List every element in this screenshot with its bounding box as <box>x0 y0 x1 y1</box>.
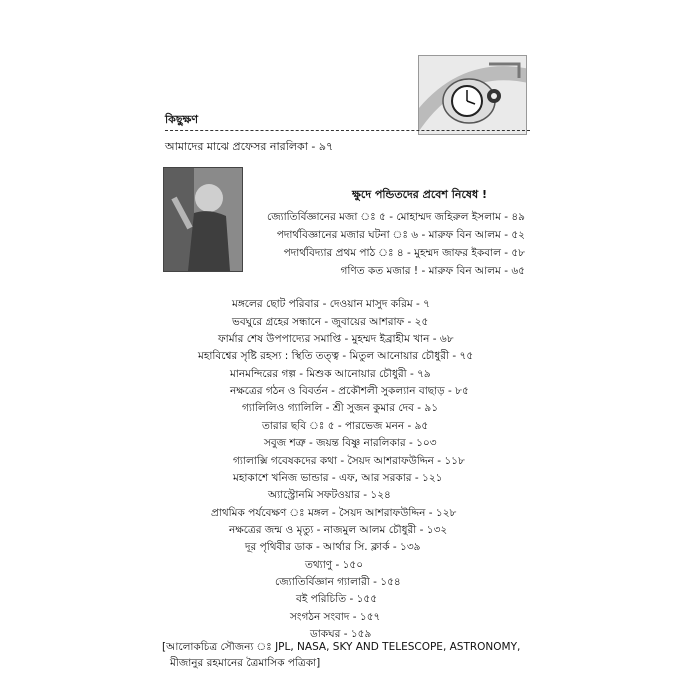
clock-photo <box>418 55 527 135</box>
toc-item: প্রাথমিক পর্যবেক্ষণ ঃ মঙ্গল - সৈয়দ আশরাফউদ্দিন - ১২৮ <box>211 507 457 519</box>
toc-item: তথ্যাণু - ১৫০ <box>305 559 364 571</box>
toc-item: ফার্মার শেষ উপপাদ্যের সমাপ্তি - মুহম্মদ ইব্রাহীম খান - ৬৮ <box>218 333 454 345</box>
khude-heading: ক্ষুদে পন্ডিতদের প্রবেশ নিষেধ ! <box>352 188 487 201</box>
toc-item: বই পরিচিতি - ১৫৫ <box>296 593 378 605</box>
toc-item: তারার ছবি ঃ ৫ - পারভেজ মনন - ৯৫ <box>262 420 429 432</box>
khude-item: জ্যোতির্বিজ্ঞানের মজা ঃ ৫ - মোহাম্মদ জহিরুল ইসলাম - ৪৯ <box>266 211 525 223</box>
toc-item: জ্যোতির্বিজ্ঞান গ্যালারী - ১৫৪ <box>275 576 401 588</box>
dotted-divider <box>165 130 530 131</box>
photo-credit-continued: মীজানুর রহমানের ত্রৈমাসিক পত্রিকা] <box>170 657 321 669</box>
child-photo <box>163 167 243 272</box>
khude-item: পদার্থবিদ্যার প্রথম পাঠ ঃ ৪ - মুহম্মদ জাফর ইকবাল - ৫৮ <box>283 247 525 259</box>
toc-item: মানমন্দিরের গল্প - মিশুক আনোয়ার চৌধুরী - ৭৯ <box>230 368 431 380</box>
toc-item: সবুজ শত্রু - জয়ন্ত বিষ্ণু নারলিকার - ১০৩ <box>264 437 437 449</box>
toc-item: সংগঠন সংবাদ - ১৫৭ <box>290 611 381 623</box>
toc-item: নক্ষত্রের গঠন ও বিবর্তন - প্রকৌশলী সুকল্যান বাছাড় - ৮৫ <box>230 385 469 397</box>
toc-item: ডাকঘর - ১৫৯ <box>310 628 372 640</box>
toc-item: অ্যাস্ট্রোনমি সফটওয়ার - ১২৪ <box>268 489 391 501</box>
khude-item: গণিত কত মজার ! - মারুফ বিন আলম - ৬৫ <box>340 265 525 277</box>
toc-item: দূর পৃথিবীর ডাক - আর্থার সি. ক্লার্ক - ১৩৯ <box>245 541 421 553</box>
toc-item: গ্যালিলিও গ্যালিলি - শ্রী সুজন কুমার দেব - ৯১ <box>242 402 439 414</box>
khude-item: পদার্থবিজ্ঞানের মজার ঘটনা ঃ ৬ - মারুফ বিন আলম - ৫২ <box>276 229 525 241</box>
toc-item: ভবঘুরে গ্রহের সন্ধানে - জুবায়ের আশরাফ - ২৫ <box>232 316 429 328</box>
toc-item: গ্যালাক্সি গবেষকদের কথা - সৈয়দ আশরাফউদ্দিন - ১১৮ <box>233 455 465 467</box>
section-title: কিছুক্ষণ <box>165 113 199 126</box>
toc-item: মহাবিশ্বের সৃষ্টি রহস্য : স্থিতি তত্ত্ব - মিতুল আনোয়ার চৌধুরী - ৭৫ <box>198 350 474 362</box>
toc-item: মঙ্গলের ছোট পরিবার - দেওয়ান মাসুদ করিম - ৭ <box>232 298 430 310</box>
narlikar-entry: আমাদের মাঝে প্রফেসর নারলিকা - ৯৭ <box>165 140 334 153</box>
photo-credit: [আলোকচিত্র সৌজন্য ঃ JPL, NASA, SKY AND TELESCOPE, ASTRONOMY, <box>162 641 521 653</box>
toc-item: মহাকাশে খনিজ ভান্ডার - এফ, আর সরকার - ১২১ <box>233 472 443 484</box>
toc-item: নক্ষত্রের জন্ম ও মৃত্যু - নাজমুল আলম চৌধুরী - ১৩২ <box>229 524 448 536</box>
